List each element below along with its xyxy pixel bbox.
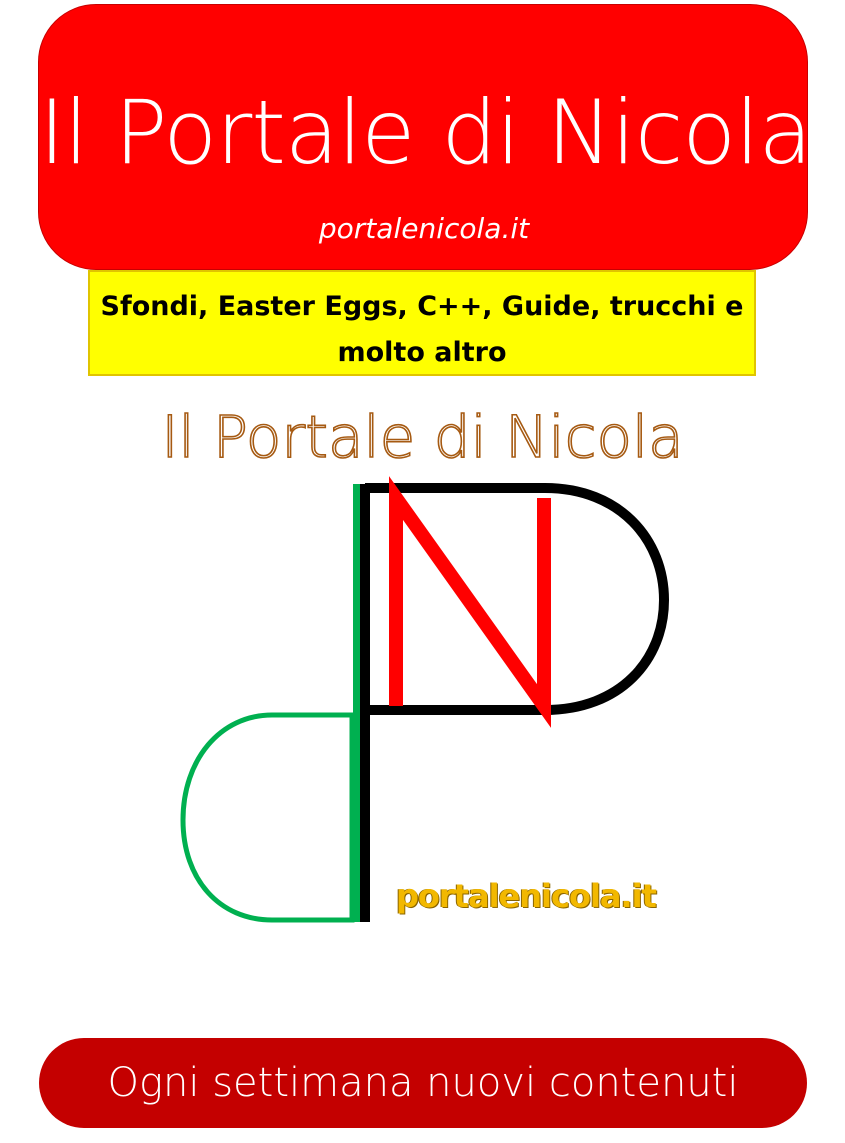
tagline-text: Sfondi, Easter Eggs, C++, Guide, trucchi e molto altro bbox=[100, 291, 744, 368]
d-letter-shape bbox=[183, 715, 352, 920]
pdn-logo-icon bbox=[0, 470, 845, 940]
logo-url-text: portalenicola.it bbox=[396, 877, 656, 915]
header-banner bbox=[38, 4, 812, 270]
header-title: Il Portale di Nicola bbox=[39, 81, 812, 184]
footer-banner bbox=[39, 1038, 807, 1128]
n-letter-shape bbox=[396, 498, 544, 706]
logo-title: Il Portale di Nicola bbox=[161, 403, 684, 471]
tagline-banner bbox=[88, 270, 756, 376]
footer-text: Ogni settimana nuovi contenuti bbox=[107, 1060, 739, 1106]
header-subtitle: portalenicola.it bbox=[318, 212, 530, 245]
